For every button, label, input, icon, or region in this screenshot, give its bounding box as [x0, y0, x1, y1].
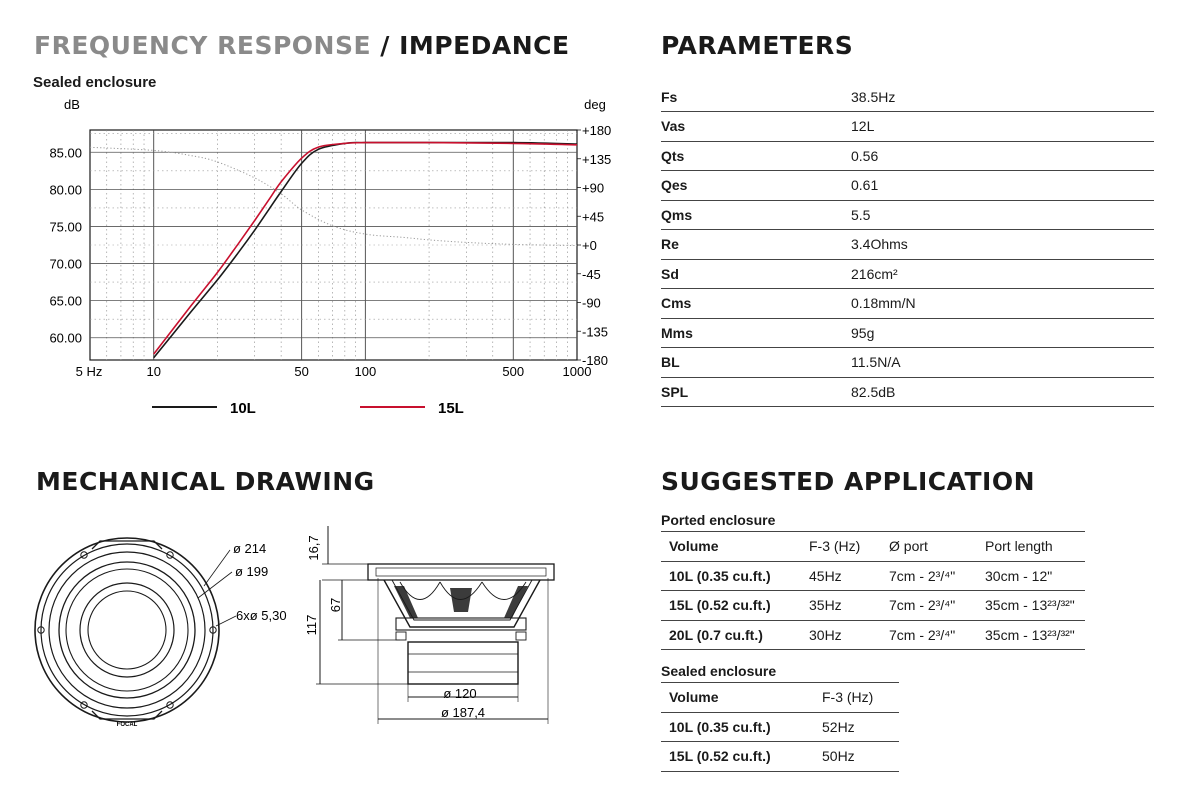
mechanical-drawing-title: MECHANICAL DRAWING: [36, 467, 375, 496]
table-row: [661, 591, 1085, 621]
y2-tick-label: -90: [582, 295, 601, 311]
front-view-drawing: [20, 520, 300, 740]
label-67: 67: [328, 597, 343, 613]
y-tick-label: 60.00: [49, 330, 82, 346]
parameter-value: 216cm²: [851, 259, 1154, 289]
parameter-name: BL: [661, 348, 851, 378]
ported-enclosure-table: [661, 531, 1085, 650]
parameter-value: 0.56: [851, 141, 1154, 171]
parameter-row: [661, 141, 1154, 171]
frame-ring-2: [41, 544, 213, 716]
parameter-name: Re: [661, 230, 851, 260]
label-117: 117: [304, 614, 319, 636]
parameter-name: Qms: [661, 200, 851, 230]
outer-frame-ring: [35, 538, 219, 722]
port-cell: 7cm - 2³/⁴": [881, 561, 977, 591]
mounting-flange: [368, 564, 554, 580]
y2-tick-label: +0: [582, 238, 597, 253]
y2-tick-label: +180: [582, 123, 612, 138]
parameter-row: [661, 318, 1154, 348]
parameter-row: [661, 82, 1154, 112]
parameter-value: 5.5: [851, 200, 1154, 230]
y-tick-label: 70.00: [49, 256, 82, 272]
parameter-value: 0.18mm/N: [851, 289, 1154, 319]
header-f3: F-3 (Hz): [801, 532, 881, 562]
header-port: Ø port: [881, 532, 977, 562]
volume-cell: 10L (0.35 cu.ft.): [661, 561, 801, 591]
leader-199: [198, 572, 232, 598]
f3-cell: 35Hz: [801, 591, 881, 621]
parameters-title: PARAMETERS: [661, 31, 854, 60]
suggested-application-title: SUGGESTED APPLICATION: [661, 467, 1036, 496]
parameters-table: [661, 82, 1154, 407]
table-row: [661, 561, 1085, 591]
frame-ring-3: [49, 552, 205, 708]
port-length-cell: 30cm - 12": [977, 561, 1085, 591]
parameter-row: [661, 230, 1154, 260]
parameter-value: 82.5dB: [851, 377, 1154, 407]
volume-cell: 20L (0.7 cu.ft.): [661, 620, 801, 650]
y2-axis-label: deg: [584, 97, 606, 112]
cone-outer: [80, 583, 174, 677]
parameter-row: [661, 259, 1154, 289]
parameter-name: Qes: [661, 171, 851, 201]
parameter-value: 95g: [851, 318, 1154, 348]
volume-cell: 15L (0.52 cu.ft.): [661, 591, 801, 621]
sealed-enclosure-table: [661, 682, 899, 772]
f3-cell: 45Hz: [801, 561, 881, 591]
table-row: [661, 712, 899, 742]
parameter-name: Qts: [661, 141, 851, 171]
label-holes: 6xø 5,30: [236, 608, 287, 623]
f3-cell: 50Hz: [814, 742, 899, 772]
table-row: [661, 742, 899, 772]
header-volume: Volume: [661, 683, 814, 713]
frequency-response-chart: [0, 90, 640, 430]
y2-tick-label: +135: [582, 151, 612, 167]
sealed-enclosure-subtitle: Sealed enclosure: [33, 74, 157, 91]
parameter-row: [661, 377, 1154, 407]
table-row: [661, 620, 1085, 650]
parameter-name: Sd: [661, 259, 851, 289]
parameter-value: 11.5N/A: [851, 348, 1154, 378]
parameter-name: Fs: [661, 82, 851, 112]
sealed-enclosure-table-subtitle: Sealed enclosure: [661, 663, 777, 679]
series-line-phase: [90, 147, 577, 245]
f3-cell: 52Hz: [814, 712, 899, 742]
y-tick-label: 80.00: [49, 182, 82, 198]
parameter-row: [661, 200, 1154, 230]
label-16-7: 16,7: [306, 535, 321, 561]
legend-label-10l: 10L: [230, 400, 256, 417]
magnet: [408, 642, 518, 684]
parameter-value: 0.61: [851, 171, 1154, 201]
title-part-impedance: IMPEDANCE: [399, 31, 570, 60]
parameter-row: [661, 112, 1154, 142]
y2-tick-label: -180: [582, 353, 609, 368]
x-tick-label: 50: [294, 364, 309, 379]
y2-tick-label: +90: [582, 180, 605, 196]
title-separator: /: [371, 31, 400, 60]
port-length-cell: 35cm - 13²³/³²": [977, 591, 1085, 621]
parameter-value: 12L: [851, 112, 1154, 142]
parameter-value: 3.4Ohms: [851, 230, 1154, 260]
y-tick-label: 65.00: [49, 293, 82, 309]
dust-cap: [88, 591, 166, 669]
x-tick-label: 1000: [562, 364, 592, 379]
parameter-value: 38.5Hz: [851, 82, 1154, 112]
x-tick-label: 500: [502, 364, 525, 379]
volume-cell: 15L (0.52 cu.ft.): [661, 742, 814, 772]
label-d214: ø 214: [233, 541, 267, 556]
y-axis-label: dB: [64, 97, 80, 112]
freq-response-title: [34, 31, 570, 60]
x-tick-label: 100: [354, 364, 377, 379]
label-d120: ø 120: [443, 686, 477, 701]
header-f3: F-3 (Hz): [814, 683, 899, 713]
label-d187: ø 187,4: [440, 705, 486, 720]
title-part-frequency: FREQUENCY RESPONSE: [34, 31, 372, 60]
y-tick-label: 85.00: [49, 145, 82, 161]
parameter-row: [661, 171, 1154, 201]
surround-inner: [66, 569, 188, 691]
sealed-header-row: [661, 683, 899, 713]
side-view-drawing: [300, 522, 580, 727]
f3-cell: 30Hz: [801, 620, 881, 650]
y2-tick-label: -135: [582, 324, 609, 340]
header-volume: Volume: [661, 532, 801, 562]
port-cell: 7cm - 2³/⁴": [881, 620, 977, 650]
y-tick-label: 75.00: [49, 219, 82, 235]
volume-cell: 10L (0.35 cu.ft.): [661, 712, 814, 742]
label-brand: FOCAL: [116, 722, 138, 728]
ported-header-row: [661, 532, 1085, 562]
parameter-name: SPL: [661, 377, 851, 407]
header-port-length: Port length: [977, 532, 1085, 562]
parameter-name: Mms: [661, 318, 851, 348]
legend-label-15l: 15L: [438, 400, 464, 417]
port-cell: 7cm - 2³/⁴": [881, 591, 977, 621]
parameter-name: Vas: [661, 112, 851, 142]
ported-enclosure-subtitle: Ported enclosure: [661, 512, 776, 528]
y2-tick-label: -45: [582, 266, 601, 282]
x-tick-label: 10: [146, 364, 161, 379]
port-length-cell: 35cm - 13²³/³²": [977, 620, 1085, 650]
y2-tick-label: +45: [582, 209, 605, 225]
parameter-name: Cms: [661, 289, 851, 319]
parameter-row: [661, 289, 1154, 319]
label-d199: ø 199: [235, 564, 269, 579]
parameter-row: [661, 348, 1154, 378]
x-tick-label: 5 Hz: [75, 364, 103, 379]
leader-214: [204, 550, 230, 586]
